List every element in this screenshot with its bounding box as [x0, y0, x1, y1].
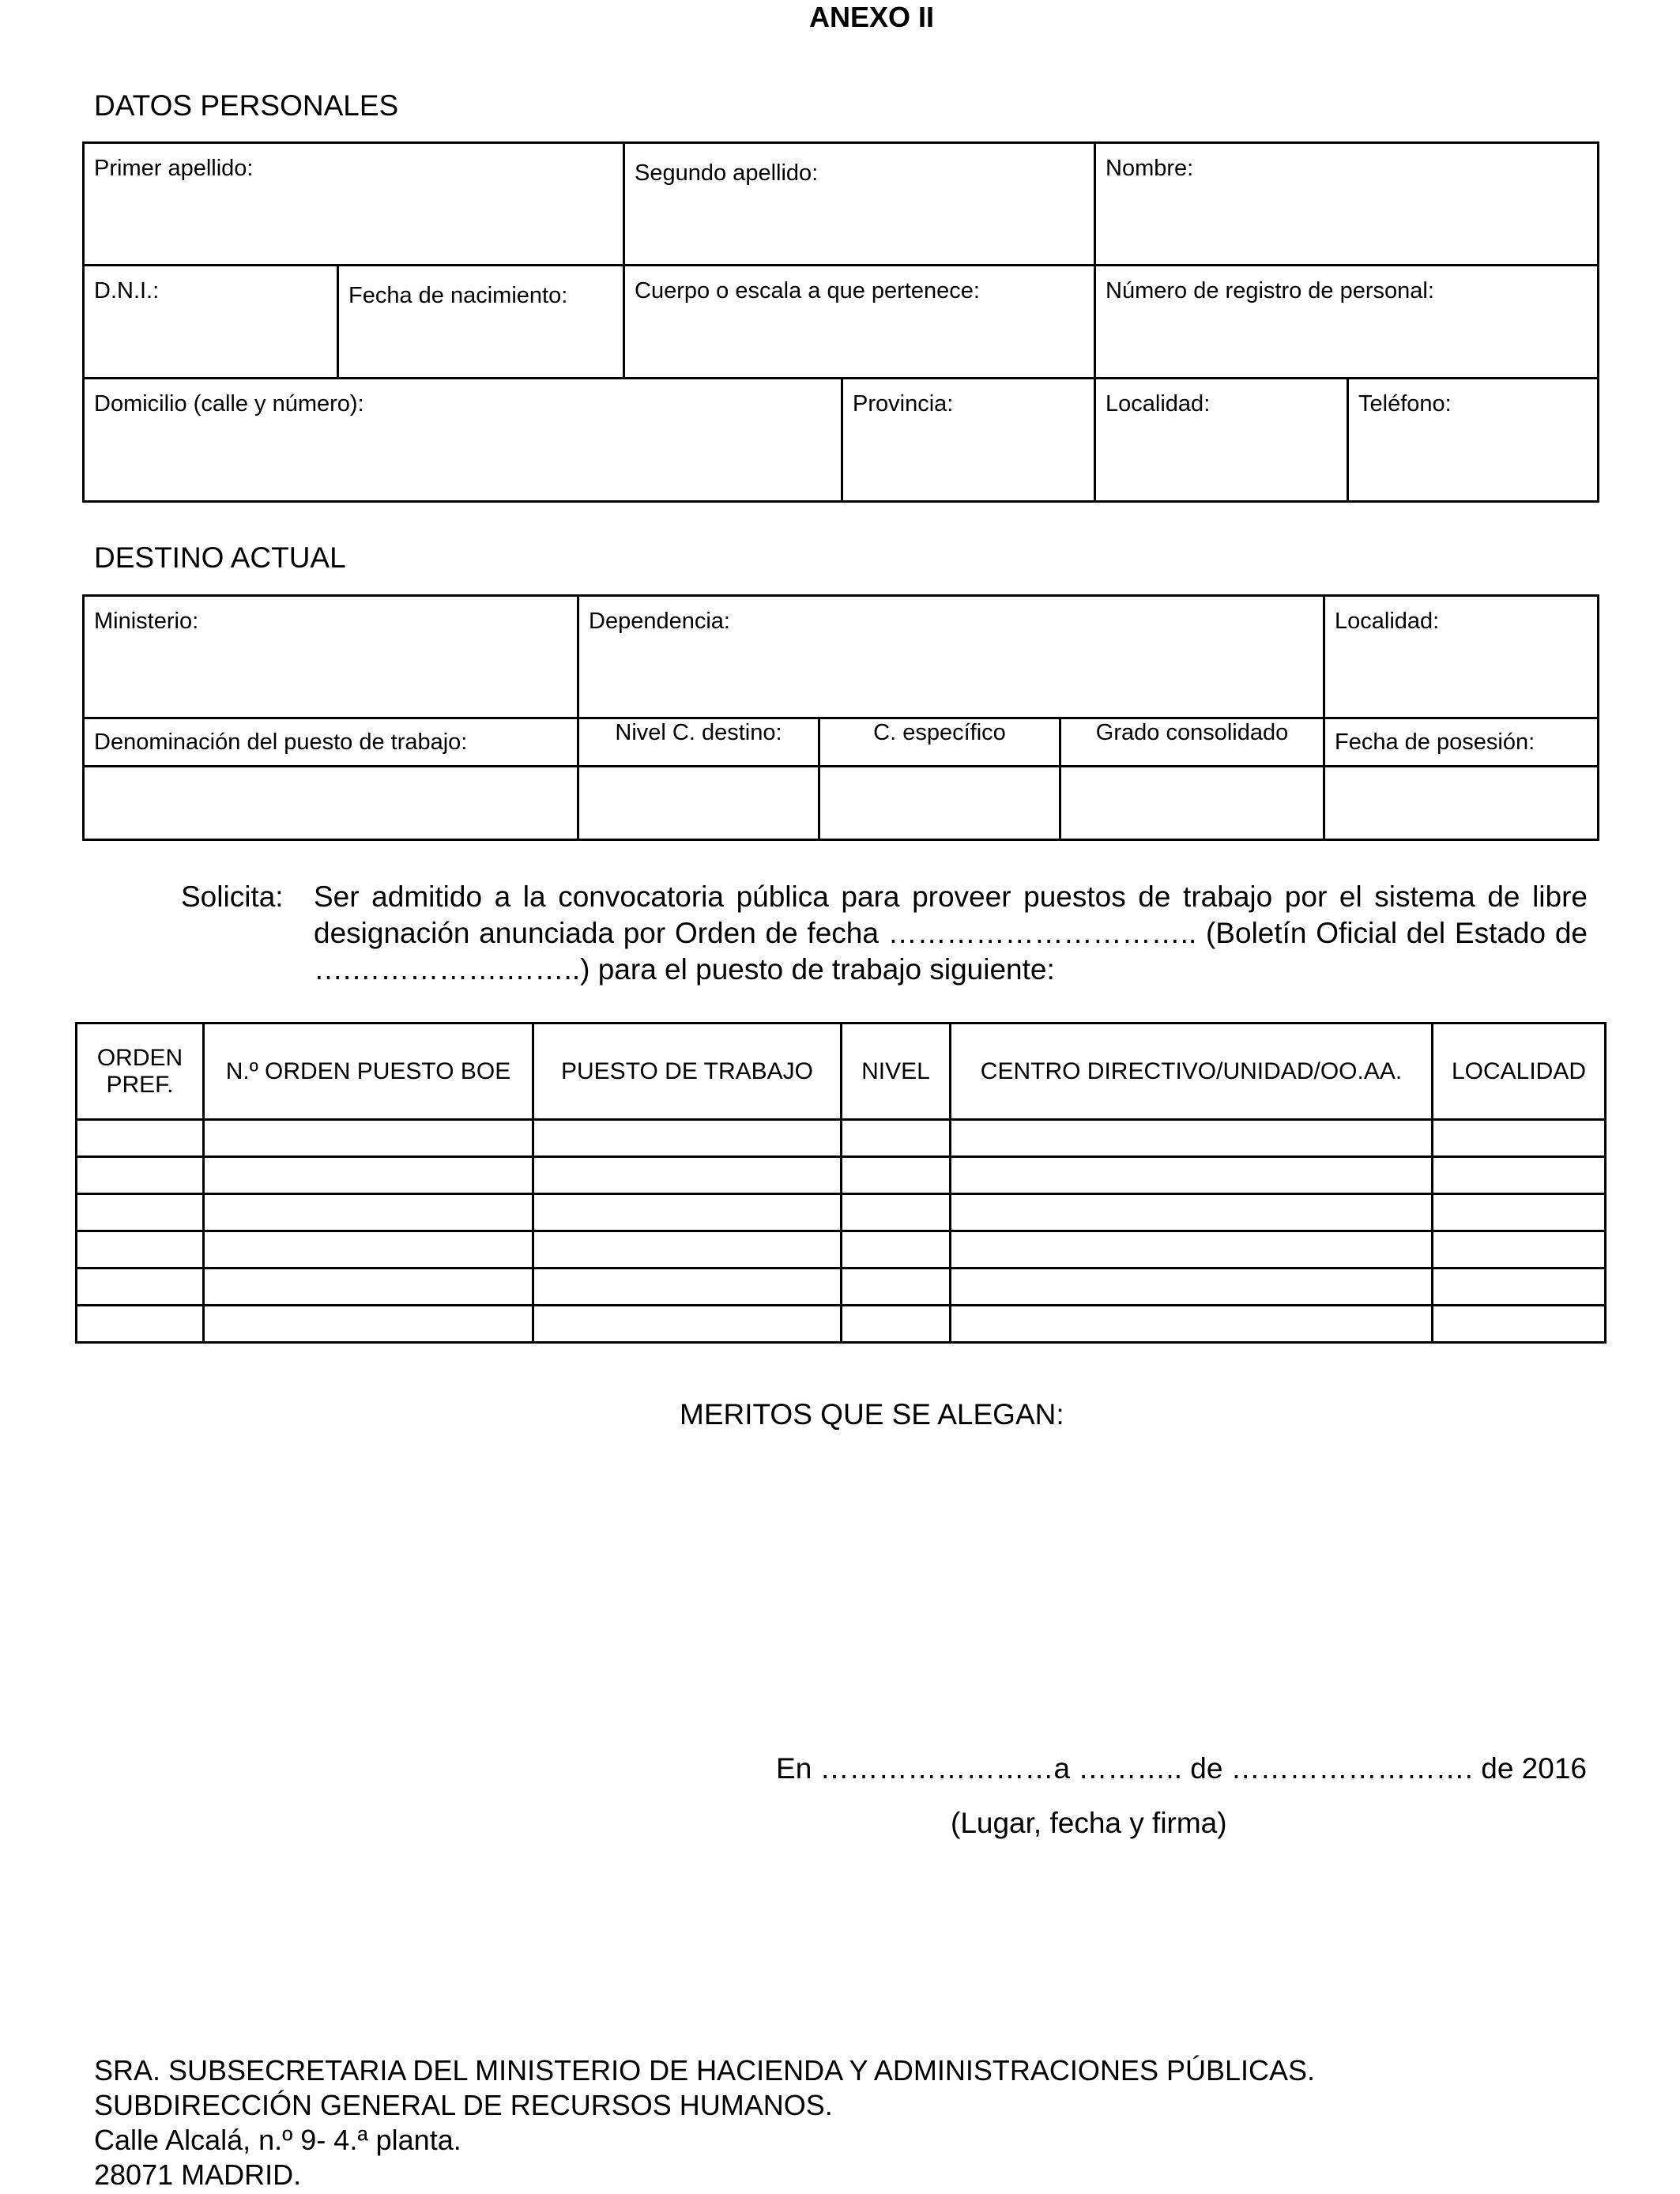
- table-cell[interactable]: [1433, 1269, 1606, 1306]
- ministerio-label: Ministerio:: [94, 609, 199, 634]
- ministerio-field[interactable]: [84, 596, 578, 718]
- footer-line-street: Calle Alcalá, n.º 9- 4.ª planta.: [94, 2124, 461, 2156]
- primer-apellido-field[interactable]: [84, 143, 624, 266]
- puestos-header-row: [77, 1023, 1606, 1120]
- localidad-destino-label: Localidad:: [1335, 609, 1440, 634]
- table-cell[interactable]: [77, 1194, 204, 1231]
- localidad-header: LOCALIDAD: [1433, 1023, 1606, 1120]
- domicilio-label: Domicilio (calle y número):: [94, 391, 364, 417]
- table-row: [77, 1120, 1606, 1157]
- dni-label: D.N.I.:: [94, 278, 160, 303]
- segundo-apellido-field[interactable]: [624, 143, 1095, 266]
- solicita-label: Solicita:: [181, 880, 284, 913]
- localidad-label: Localidad:: [1106, 391, 1211, 417]
- grado-input[interactable]: [1060, 767, 1324, 840]
- destino-table: [82, 594, 1599, 841]
- nombre-field[interactable]: [1095, 143, 1599, 266]
- table-cell[interactable]: [204, 1306, 533, 1343]
- table-cell[interactable]: [77, 1231, 204, 1269]
- table-cell[interactable]: [842, 1194, 951, 1231]
- table-cell[interactable]: [1433, 1194, 1606, 1231]
- denominacion-input[interactable]: [84, 767, 578, 840]
- primer-apellido-label: Primer apellido:: [94, 156, 254, 181]
- fecha-nacimiento-field[interactable]: [338, 266, 624, 379]
- table-cell[interactable]: [204, 1194, 533, 1231]
- firma-line: En ……………………a ……….. de ……………………. de 2016: [776, 1752, 1587, 1785]
- cuerpo-escala-label: Cuerpo o escala a que pertenece:: [635, 278, 980, 303]
- table-cell[interactable]: [842, 1120, 951, 1157]
- nivel-destino-header: [578, 718, 819, 767]
- table-cell[interactable]: [204, 1120, 533, 1157]
- table-cell[interactable]: [204, 1269, 533, 1306]
- table-cell[interactable]: [1433, 1157, 1606, 1194]
- especifico-header: [819, 718, 1060, 767]
- denominacion-header: [84, 718, 578, 767]
- table-cell[interactable]: [951, 1120, 1433, 1157]
- table-row: [77, 1231, 1606, 1269]
- table-row: [77, 1269, 1606, 1306]
- table-cell[interactable]: [204, 1157, 533, 1194]
- firma-note: (Lugar, fecha y firma): [951, 1807, 1227, 1839]
- footer-line-subdireccion: SUBDIRECCIÓN GENERAL DE RECURSOS HUMANOS.: [94, 2089, 833, 2121]
- solicita-text: Ser admitido a la convocatoria pública para proveer puestos de trabajo por el sistema de libre designación anunciada por Orden de fecha ………………………….. (Boletín Oficial del Estado de ….…………….……..) para el puesto de trabajo siguiente:: [314, 880, 1588, 986]
- registro-personal-field[interactable]: [1095, 266, 1599, 379]
- especifico-label: C. específico: [873, 720, 1006, 745]
- table-row: [77, 1157, 1606, 1194]
- segundo-apellido-label: Segundo apellido:: [635, 160, 819, 186]
- fecha-posesion-label: Fecha de posesión:: [1335, 729, 1535, 755]
- grado-label: Grado consolidado: [1095, 720, 1289, 745]
- page-title: ANEXO II: [808, 1, 935, 33]
- table-cell[interactable]: [951, 1231, 1433, 1269]
- fecha-posesion-input[interactable]: [1324, 767, 1599, 840]
- telefono-field[interactable]: [1348, 379, 1599, 502]
- table-cell[interactable]: [533, 1120, 842, 1157]
- puesto-trabajo-header: PUESTO DE TRABAJO: [533, 1023, 842, 1120]
- table-row: [77, 1306, 1606, 1343]
- table-cell[interactable]: [77, 1157, 204, 1194]
- dependencia-label: Dependencia:: [589, 609, 730, 634]
- orden-pref-header: ORDEN PREF.: [77, 1023, 204, 1120]
- fecha-nacimiento-label: Fecha de nacimiento:: [348, 283, 568, 308]
- especifico-input[interactable]: [819, 767, 1060, 840]
- table-cell[interactable]: [533, 1269, 842, 1306]
- table-cell[interactable]: [533, 1157, 842, 1194]
- table-cell[interactable]: [951, 1269, 1433, 1306]
- footer-line-recipient: SRA. SUBSECRETARIA DEL MINISTERIO DE HACIENDA Y ADMINISTRACIONES PÚBLICAS.: [94, 2054, 1316, 2087]
- table-cell[interactable]: [77, 1269, 204, 1306]
- orden-puesto-boe-header: N.º ORDEN PUESTO BOE: [204, 1023, 533, 1120]
- table-cell[interactable]: [842, 1306, 951, 1343]
- localidad-destino-field[interactable]: [1324, 596, 1599, 718]
- table-cell[interactable]: [842, 1157, 951, 1194]
- registro-personal-label: Número de registro de personal:: [1106, 278, 1434, 303]
- table-cell[interactable]: [1433, 1231, 1606, 1269]
- table-cell[interactable]: [951, 1157, 1433, 1194]
- fecha-posesion-header: [1324, 718, 1599, 767]
- dependencia-field[interactable]: [578, 596, 1324, 718]
- personal-data-table: [82, 141, 1599, 503]
- table-cell[interactable]: [1433, 1120, 1606, 1157]
- localidad-field[interactable]: [1095, 379, 1348, 502]
- telefono-label: Teléfono:: [1358, 391, 1452, 417]
- cuerpo-escala-field[interactable]: [624, 266, 1095, 379]
- nivel-destino-label: Nivel C. destino:: [615, 720, 782, 745]
- denominacion-label: Denominación del puesto de trabajo:: [94, 729, 468, 755]
- footer-line-city: 28071 MADRID.: [94, 2158, 302, 2191]
- section-heading-destino: DESTINO ACTUAL: [94, 541, 346, 574]
- centro-directivo-header: CENTRO DIRECTIVO/UNIDAD/OO.AA.: [951, 1023, 1433, 1120]
- dni-field[interactable]: [84, 266, 338, 379]
- table-cell[interactable]: [1433, 1306, 1606, 1343]
- table-cell[interactable]: [951, 1306, 1433, 1343]
- table-cell[interactable]: [842, 1269, 951, 1306]
- meritos-heading: MERITOS QUE SE ALEGAN:: [680, 1398, 1064, 1431]
- provincia-label: Provincia:: [853, 391, 954, 417]
- table-cell[interactable]: [77, 1306, 204, 1343]
- table-cell[interactable]: [533, 1194, 842, 1231]
- table-cell[interactable]: [77, 1120, 204, 1157]
- footer-address: [94, 2053, 1315, 2192]
- puestos-table: [75, 1022, 1607, 1344]
- nombre-label: Nombre:: [1106, 156, 1194, 181]
- table-cell[interactable]: [533, 1231, 842, 1269]
- nivel-header: NIVEL: [842, 1023, 951, 1120]
- table-cell[interactable]: [951, 1194, 1433, 1231]
- table-cell[interactable]: [204, 1231, 533, 1269]
- nivel-destino-input[interactable]: [578, 767, 819, 840]
- grado-header: [1060, 718, 1324, 767]
- table-row: [77, 1194, 1606, 1231]
- domicilio-field[interactable]: [84, 379, 842, 502]
- table-cell[interactable]: [533, 1306, 842, 1343]
- section-heading-personal: DATOS PERSONALES: [94, 89, 399, 122]
- provincia-field[interactable]: [842, 379, 1095, 502]
- table-cell[interactable]: [842, 1231, 951, 1269]
